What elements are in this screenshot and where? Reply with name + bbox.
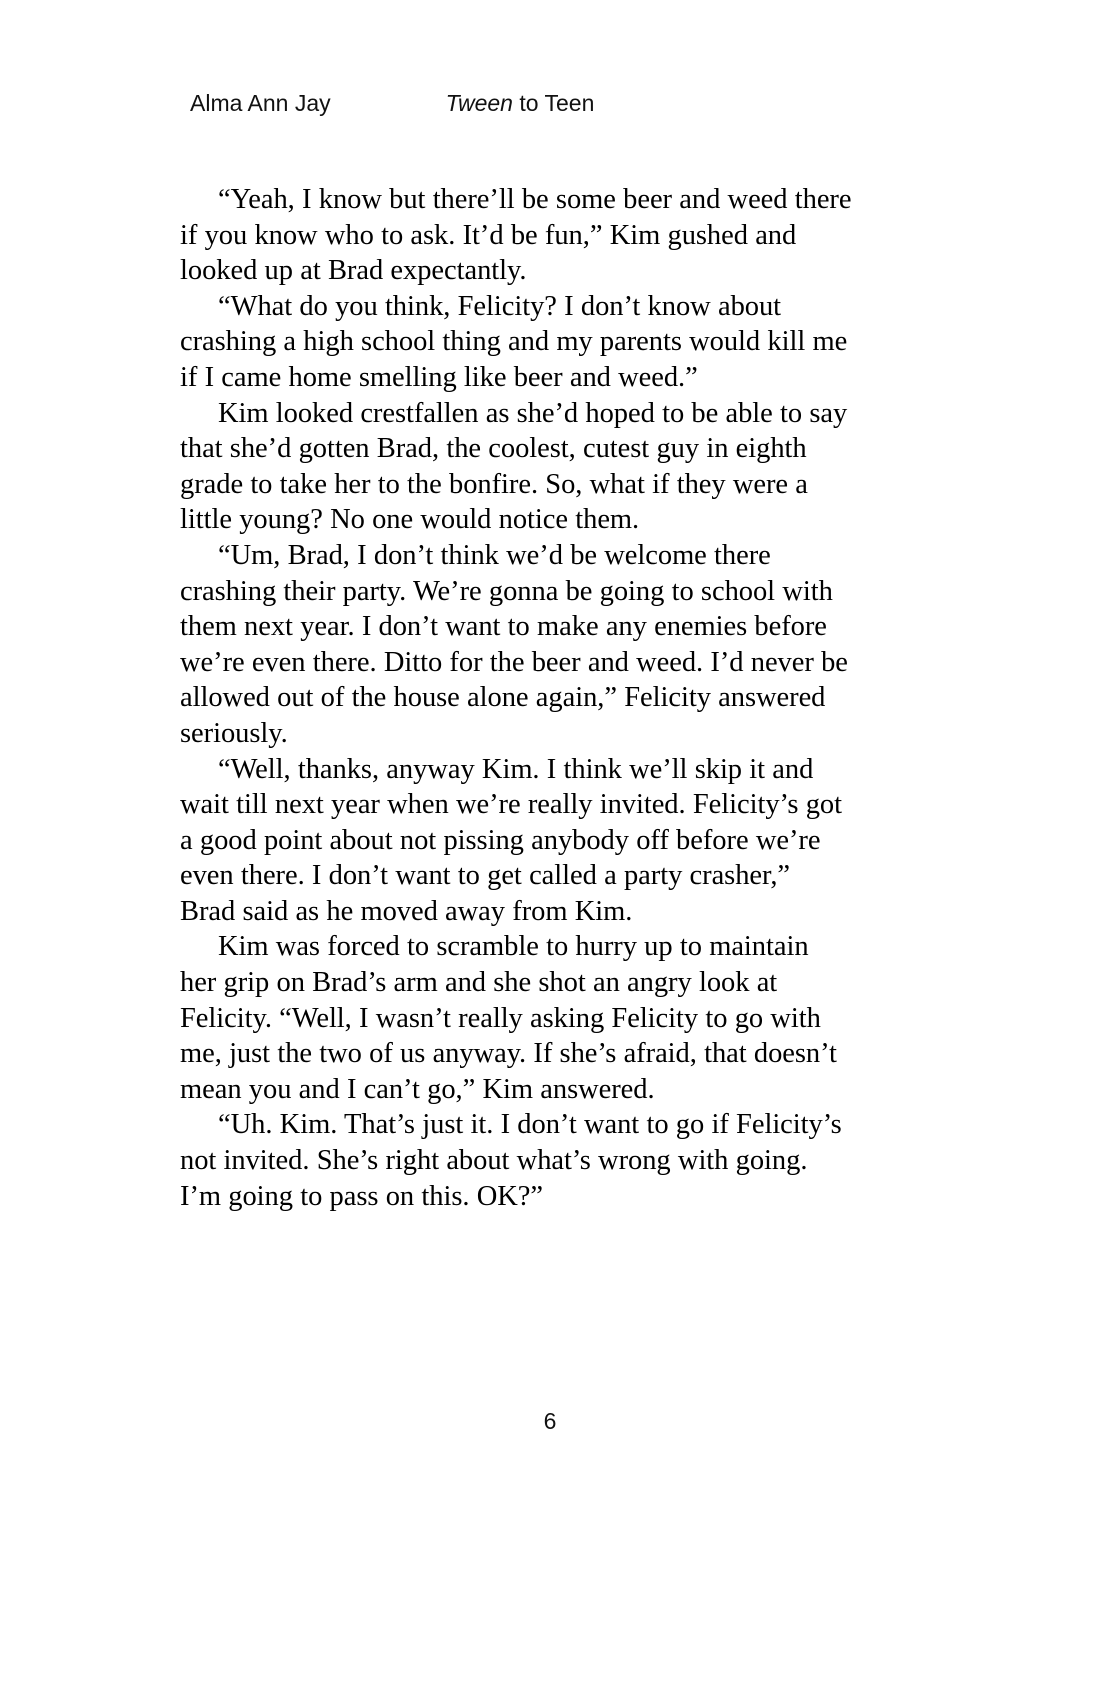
paragraph: “Yeah, I know but there’ll be some beer and weed there if you know who to ask. It’d be fun,” Kim gushed and looked up at Brad expectantly.	[180, 184, 852, 287]
header-author: Alma Ann Jay	[190, 90, 331, 116]
body-text-block	[180, 182, 852, 1214]
header-book-title	[446, 90, 595, 118]
paragraph: “Uh. Kim. That’s just it. I don’t want to go if Felicity’s not invited. She’s right about what’s wrong with going. I’m going to pass on this. OK?”	[180, 1109, 842, 1212]
running-header	[190, 90, 890, 118]
header-title-italic: Tween	[445, 90, 513, 116]
paragraph: “Um, Brad, I don’t think we’d be welcome there crashing their party. We’re gonna be going to school with them next year. I don’t want to make any enemies before we’re even there. Ditto for the beer and weed. I’d never be allowed out of the house alone again,” Felicity answered seriously.	[180, 539, 848, 749]
paragraph: “What do you think, Felicity? I don’t know about crashing a high school thing and my parents would kill me if I came home smelling like beer and weed.”	[180, 290, 848, 393]
paragraph: Kim looked crestfallen as she’d hoped to be able to say that she’d gotten Brad, the coolest, cutest guy in eighth grade to take her to the bonfire. So, what if they were a little young? No one would notice them.	[180, 397, 848, 536]
paragraph: “Well, thanks, anyway Kim. I think we’ll skip it and wait till next year when we’re really invited. Felicity’s got a good point about not pissing anybody off before we’re even there. I don’t want to get called a party crasher,” Brad said as he moved away from Kim.	[180, 753, 842, 927]
page-number: 6	[543, 1408, 557, 1434]
header-title-rest: to Teen	[512, 90, 595, 116]
paragraph: Kim was forced to scramble to hurry up to maintain her grip on Brad’s arm and she shot an angry look at Felicity. “Well, I wasn’t really asking Felicity to go with me, just the two of us anyway. If she’s afraid, that doesn’t mean you and I can’t go,” Kim answered.	[180, 931, 837, 1105]
